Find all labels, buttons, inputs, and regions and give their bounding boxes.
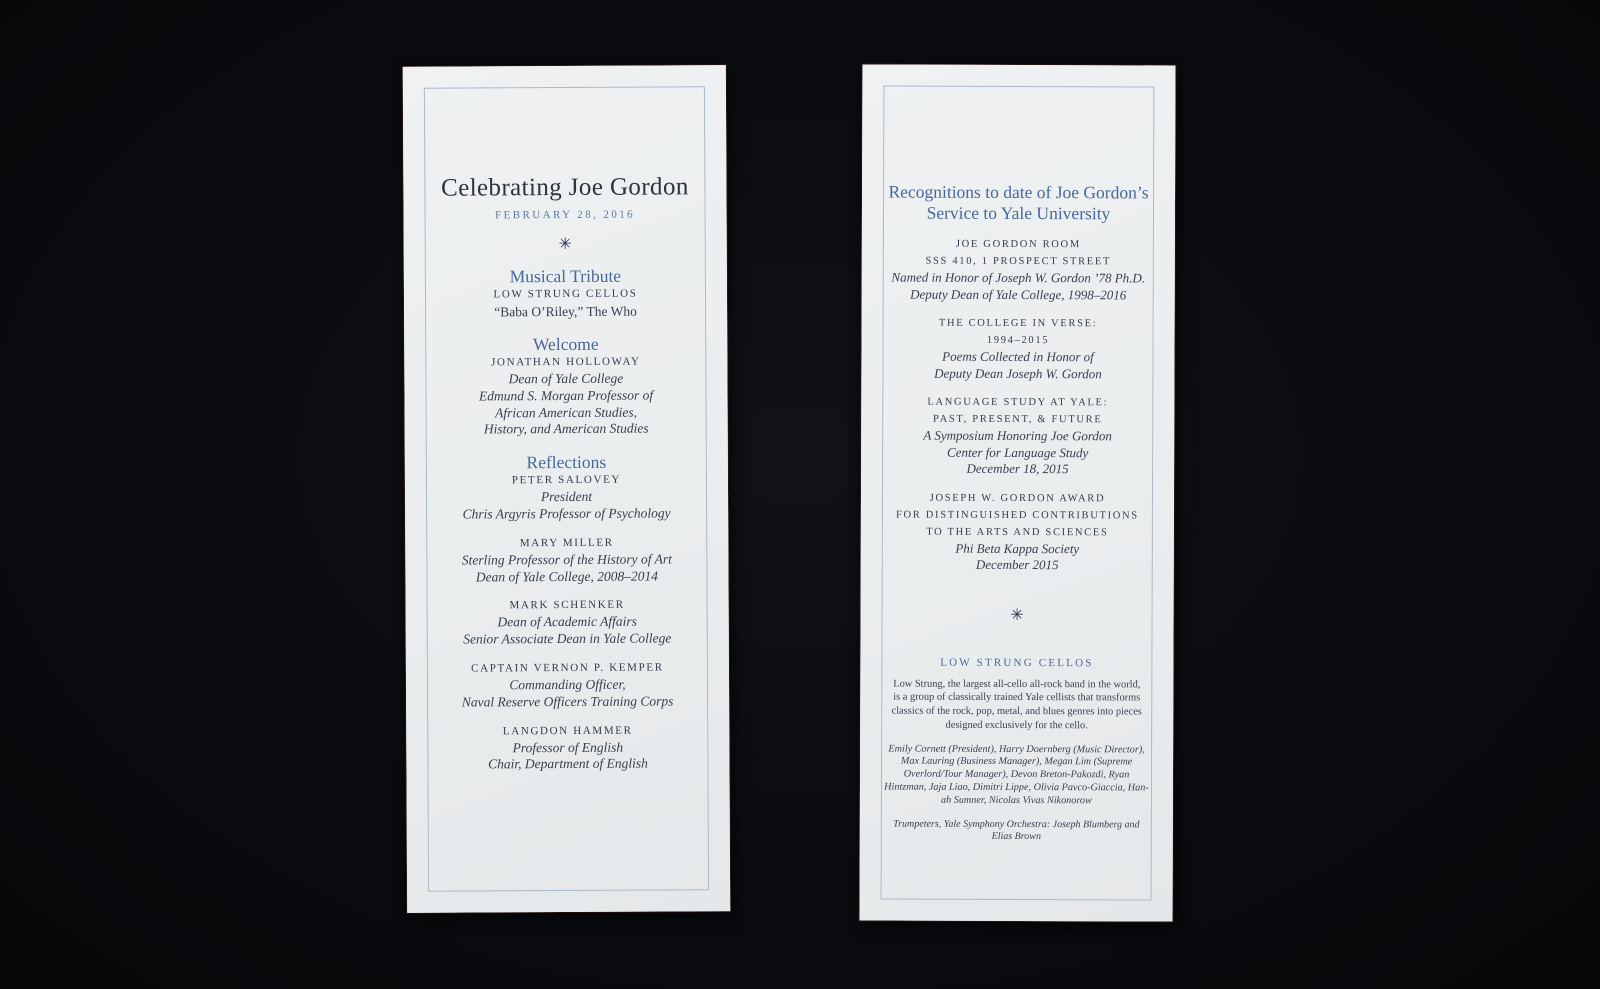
recognition-caps-line: JOSEPH W. GORDON AWARD [929, 492, 1106, 504]
low-strung-members: Emily Cornett (President), Harry Doernberg (Music Director), Max Lauring (Business Manager), Megan Lim (Supreme Overlord/Tour Manager), Devon Breton-Pakozdi, Ryan Hintzman, Jaja Liao, Dimitri Lippe, Olivia Pavco-Giaccia, Han-ah Sumner, Nicolas Vivas Nikonorow [884, 743, 1149, 807]
speaker-title: African American Studies, [495, 404, 638, 420]
speaker-entry [428, 659, 707, 711]
recognition-caps-line: PAST, PRESENT, & FUTURE [933, 413, 1103, 426]
speaker-name: MARK SCHENKER [509, 599, 625, 612]
section-reflections [427, 451, 708, 773]
recognition-detail-line: Named in Honor of Joseph W. Gordon ’78 Ph.D. [891, 269, 1146, 286]
speaker-title: Chair, Department of English [488, 755, 648, 772]
low-strung-trumpeters: Trumpeters, Yale Symphony Orchestra: Joseph Blumberg and Elias Brown [893, 818, 1140, 842]
recognitions-title-line2: Service to Yale University [926, 202, 1111, 224]
speaker-entry [427, 534, 706, 586]
recognition-detail-line: A Symposium Honoring Joe Gordon [923, 427, 1112, 444]
recognition-caps-line: LANGUAGE STUDY AT YALE: [927, 396, 1109, 409]
section-welcome [426, 333, 706, 439]
speaker-entry [427, 471, 706, 523]
speaker-entry [426, 353, 705, 439]
section-musical-tribute [426, 265, 705, 320]
program-title: Celebrating Joe Gordon [441, 173, 689, 202]
speaker-name: JONATHAN HOLLOWAY [491, 355, 641, 369]
recognition-detail-line: Poems Collected in Honor of [942, 348, 1094, 365]
recognition-caps-line: THE COLLEGE IN VERSE: [938, 317, 1098, 330]
recognition-detail-line: Center for Language Study [947, 444, 1089, 460]
piece-title: “Baba O’Riley,” The Who [494, 303, 637, 320]
recognition-detail-line: Deputy Dean of Yale College, 1998–2016 [910, 286, 1127, 302]
speaker-title: Chris Argyris Professor of Psychology [462, 505, 671, 522]
speaker-name: PETER SALOVEY [511, 473, 622, 487]
recognition-caps-line: FOR DISTINGUISHED CONTRIBUTIONS [895, 509, 1139, 521]
program-date: FEBRUARY 28, 2016 [495, 208, 636, 222]
recognition-detail-line: December 18, 2015 [966, 460, 1069, 477]
asterisk-divider-icon: ✳ [558, 233, 572, 254]
program-card-front-inner-border [424, 86, 709, 891]
speaker-title: President [540, 489, 593, 505]
speaker-entry [428, 597, 707, 649]
recognition-detail-line: Deputy Dean Joseph W. Gordon [934, 365, 1102, 381]
speaker-title: Senior Associate Dean in Yale College [463, 630, 672, 647]
low-strung-heading: LOW STRUNG CELLOS [940, 656, 1094, 669]
asterisk-divider-icon: ✳ [1010, 604, 1024, 624]
speaker-title: History, and American Studies [483, 420, 649, 437]
program-card-back [860, 64, 1176, 921]
speaker-entry [428, 722, 707, 774]
speaker-title: Dean of Yale College, 2008–2014 [475, 568, 659, 585]
recognition-detail-line: Phi Beta Kappa Society [955, 540, 1080, 556]
recognition-entry [883, 489, 1152, 574]
program-card-front [403, 65, 730, 913]
speaker-title: Edmund S. Morgan Professor of [478, 387, 654, 404]
speaker-title: Professor of English [512, 739, 624, 755]
section-heading: Reflections [526, 451, 607, 473]
recognition-entry [884, 236, 1153, 304]
speaker-title: Dean of Yale College [508, 370, 624, 387]
speaker-title: Naval Reserve Officers Training Corps [461, 693, 674, 710]
program-card-back-inner-border [881, 86, 1155, 901]
speaker-title: Dean of Academic Affairs [497, 614, 637, 630]
performer-name: LOW STRUNG CELLOS [493, 287, 638, 301]
speaker-title: Sterling Professor of the History of Art [461, 551, 672, 568]
recognition-caps-line: TO THE ARTS AND SCIENCES [926, 526, 1109, 538]
recognition-caps-line: SSS 410, 1 PROSPECT STREET [925, 255, 1112, 268]
speaker-name: CAPTAIN VERNON P. KEMPER [471, 661, 664, 675]
low-strung-description: Low Strung, the largest all-cello all-rock band in the world, is a group of classically trained Yale cellists that transforms classics of the rock, pop, metal, and blues genres into pieces designed exclusively for the cello. [891, 678, 1142, 732]
section-heading: Welcome [532, 333, 599, 355]
recognitions-title [884, 182, 1153, 225]
speaker-name: MARY MILLER [519, 536, 614, 550]
speaker-title: Commanding Officer, [509, 676, 626, 693]
recognition-entry [883, 315, 1152, 383]
recognition-caps-line: 1994–2015 [986, 334, 1050, 347]
recognition-detail-line: December 2015 [975, 556, 1059, 573]
recognitions-title-line1: Recognitions to date of Joe Gordon’s [888, 181, 1149, 203]
recognition-caps-line: JOE GORDON ROOM [955, 238, 1081, 251]
recognition-entry [883, 394, 1152, 478]
speaker-name: LANGDON HAMMER [502, 724, 633, 737]
section-heading: Musical Tribute [509, 265, 622, 287]
